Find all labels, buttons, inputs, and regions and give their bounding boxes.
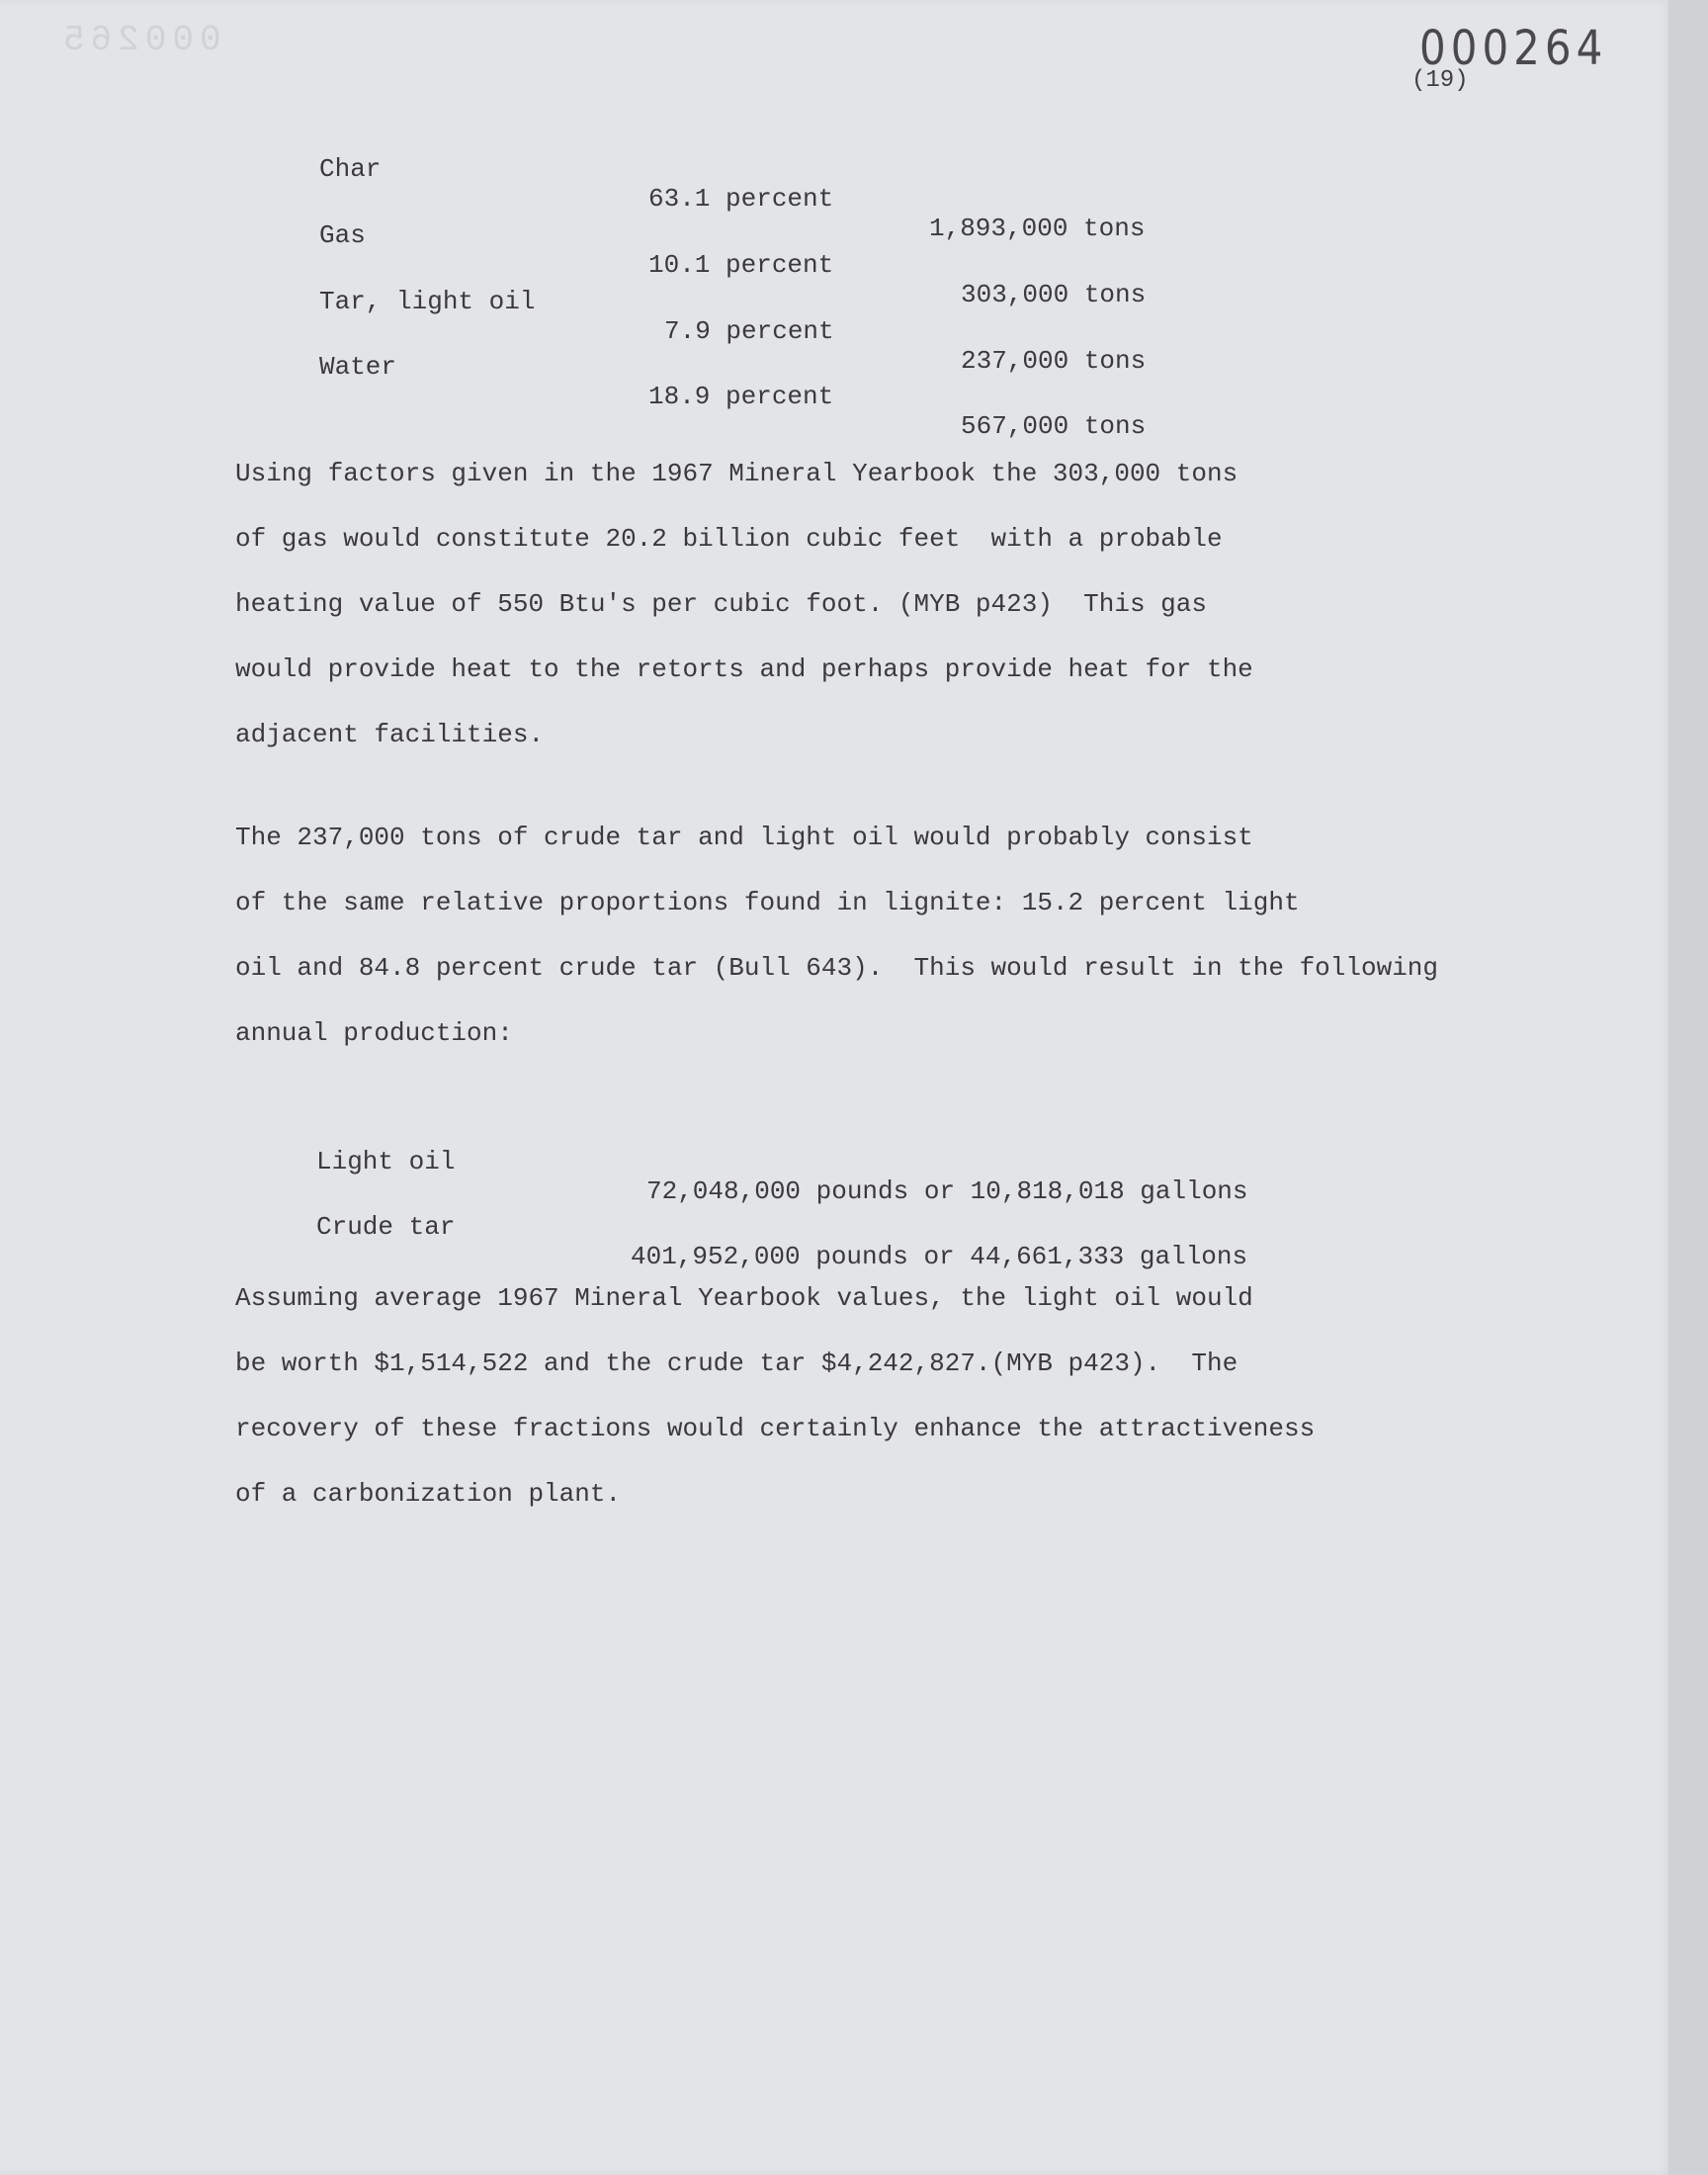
yield-label: Gas bbox=[319, 220, 366, 250]
yield-label: Char bbox=[319, 154, 382, 184]
paragraph-line: of gas would constitute 20.2 billion cubic feet with a probable bbox=[235, 524, 1223, 554]
paragraph-line: Using factors given in the 1967 Mineral Yearbook the 303,000 tons bbox=[235, 459, 1238, 488]
paragraph-values bbox=[235, 1265, 1560, 1526]
paragraph-gas bbox=[235, 441, 1560, 767]
paragraph-line: Assuming average 1967 Mineral Yearbook values, the light oil would bbox=[235, 1283, 1253, 1313]
bleed-through-number: 000265 bbox=[57, 20, 221, 60]
scan-edge-shadow bbox=[1668, 0, 1708, 2175]
paragraph-line: annual production: bbox=[235, 1018, 513, 1048]
yield-percent: 18.9 percent bbox=[648, 382, 834, 411]
production-value: 401,952,000 pounds or 44,661,333 gallons bbox=[631, 1242, 1248, 1271]
yield-percent: 10.1 percent bbox=[648, 250, 834, 280]
yield-label: Tar, light oil bbox=[319, 287, 536, 316]
paragraph-line: recovery of these fractions would certainly enhance the attractiveness bbox=[235, 1414, 1316, 1443]
yield-percent: 63.1 percent bbox=[648, 184, 834, 214]
production-label: Crude tar bbox=[316, 1212, 456, 1242]
yield-tons: 303,000 tons bbox=[961, 280, 1147, 309]
paragraph-line: of a carbonization plant. bbox=[235, 1479, 622, 1509]
production-value: 72,048,000 pounds or 10,818,018 gallons bbox=[646, 1176, 1248, 1206]
paragraph-line: of the same relative proportions found in lignite: 15.2 percent light bbox=[235, 888, 1300, 917]
yield-percent: 7.9 percent bbox=[664, 316, 834, 346]
yield-tons: 237,000 tons bbox=[961, 346, 1147, 376]
document-stamp-number: 000264 bbox=[1419, 20, 1608, 76]
paragraph-line: would provide heat to the retorts and perhaps provide heat for the bbox=[235, 654, 1253, 684]
yield-tons: 1,893,000 tons bbox=[929, 214, 1146, 243]
page-number: (19) bbox=[1411, 67, 1469, 94]
paragraph-line: heating value of 550 Btu's per cubic foot. (MYB p423) This gas bbox=[235, 589, 1207, 619]
paragraph-line: oil and 84.8 percent crude tar (Bull 643). This would result in the following bbox=[235, 953, 1438, 983]
paragraph-line: be worth $1,514,522 and the crude tar $4,242,827.(MYB p423). The bbox=[235, 1348, 1238, 1378]
yield-tons: 567,000 tons bbox=[961, 411, 1147, 441]
yield-label: Water bbox=[319, 352, 397, 382]
paragraph-tar-oil bbox=[235, 805, 1560, 1066]
production-label: Light oil bbox=[316, 1147, 456, 1176]
paragraph-line: The 237,000 tons of crude tar and light oil would probably consist bbox=[235, 823, 1253, 852]
paragraph-line: adjacent facilities. bbox=[235, 720, 545, 749]
